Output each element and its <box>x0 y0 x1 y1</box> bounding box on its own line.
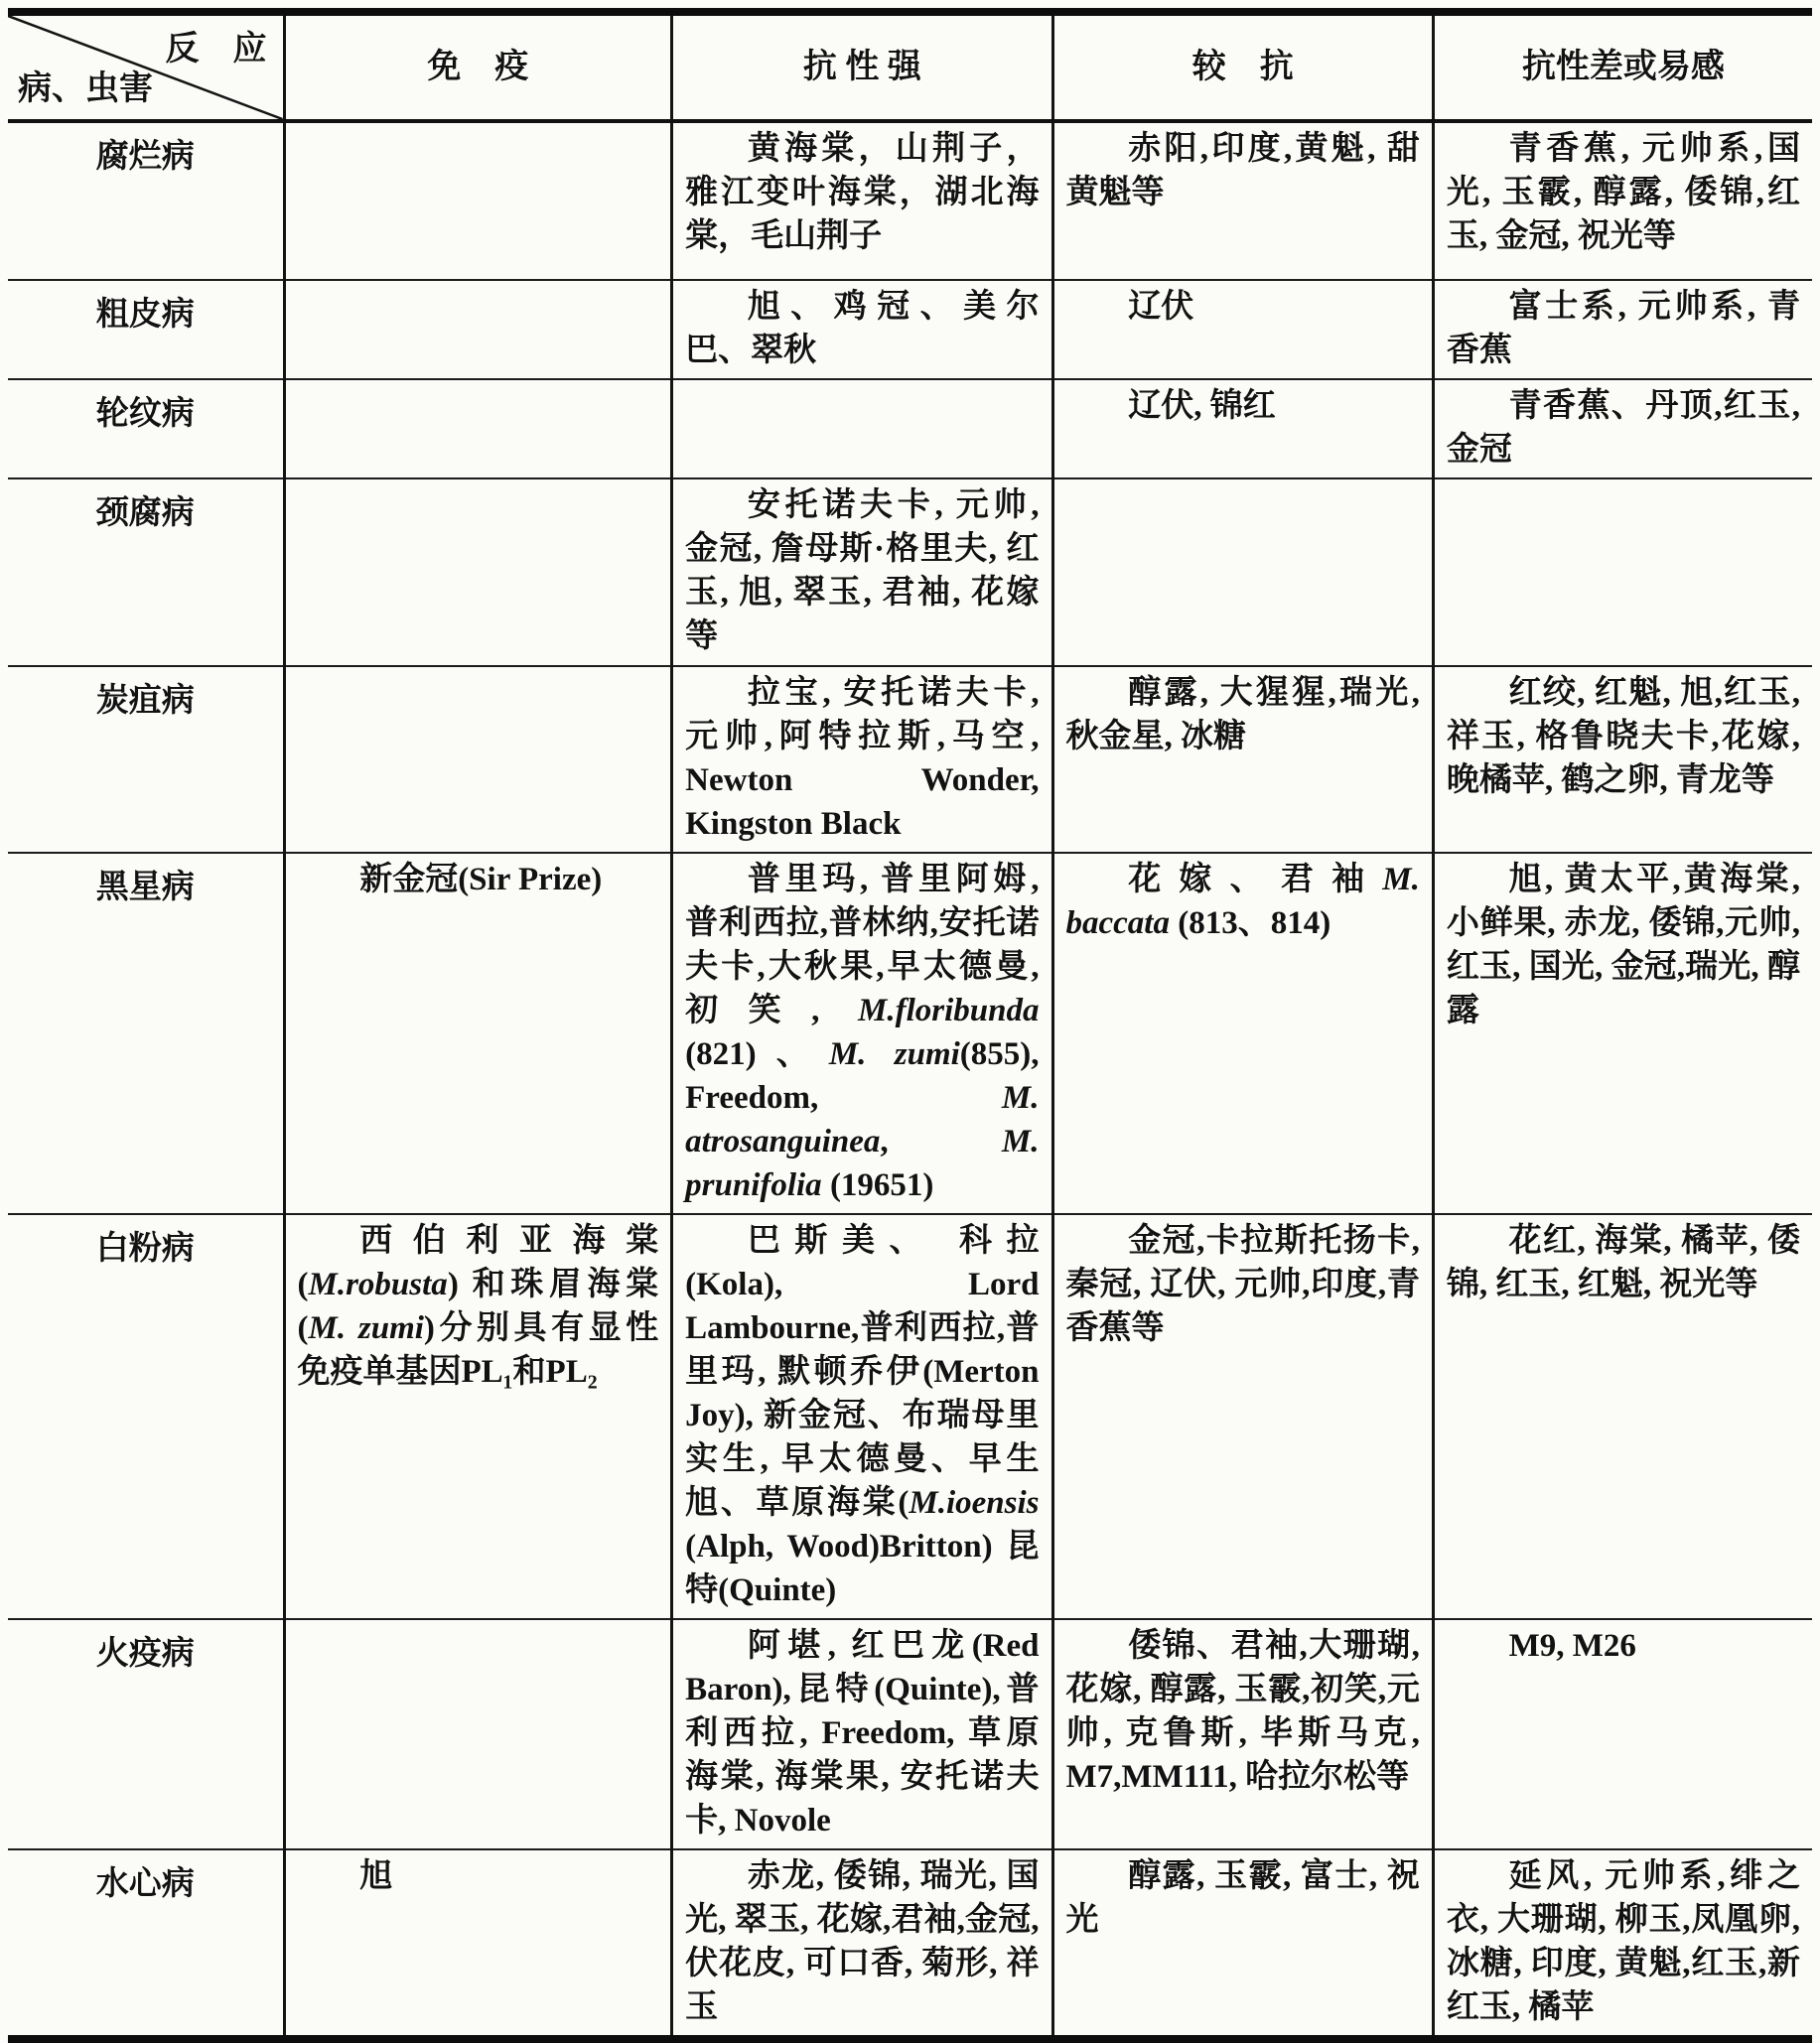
cell-immune: 西伯利亚海棠(M.robusta) 和珠眉海棠(M. zumi)分别具有显性免疫单基因PL₁和PL₂ <box>284 1214 672 1619</box>
cell-strong: 阿堪, 红巴龙(Red Baron),昆特(Quinte),普利西拉, Freedom, 草原海棠, 海棠果, 安托诺夫卡, Novole <box>672 1619 1052 1849</box>
cell-strong: 安托诺夫卡, 元帅, 金冠, 詹母斯·格里夫, 红玉, 旭, 翠玉, 君袖, 花嫁等 <box>672 478 1052 666</box>
cell-moderate: 醇露, 玉霰, 富士, 祝光 <box>1052 1849 1433 2039</box>
cell-strong: 黄海棠，山荆子，雅江变叶海棠，湖北海棠，毛山荆子 <box>672 121 1052 280</box>
cell-weak: 青香蕉, 元帅系,国光, 玉霰, 醇露, 倭锦,红玉, 金冠, 祝光等 <box>1433 121 1812 280</box>
table-row <box>8 478 1812 666</box>
table-row <box>8 1214 1812 1619</box>
cell-moderate: 花嫁、君袖M. baccata (813、814) <box>1052 853 1433 1214</box>
header-row <box>8 12 1812 121</box>
cell-moderate: 辽伏 <box>1052 280 1433 379</box>
table-row <box>8 853 1812 1214</box>
disease-label: 腐烂病 <box>8 121 284 280</box>
cell-moderate: 辽伏, 锦红 <box>1052 379 1433 478</box>
cell-moderate: 金冠,卡拉斯托扬卡,秦冠, 辽伏, 元帅,印度,青香蕉等 <box>1052 1214 1433 1619</box>
column-header-moderate-resistance: 较 抗 <box>1052 12 1433 121</box>
cell-immune <box>284 379 672 478</box>
cell-weak: 花红, 海棠, 橘苹, 倭锦, 红玉, 红魁, 祝光等 <box>1433 1214 1812 1619</box>
cell-weak <box>1433 478 1812 666</box>
cell-immune: 旭 <box>284 1849 672 2039</box>
column-header-strong-resistance: 抗 性 强 <box>672 12 1052 121</box>
disease-label: 水心病 <box>8 1849 284 2039</box>
disease-label: 颈腐病 <box>8 478 284 666</box>
corner-cell <box>8 12 284 121</box>
table-row <box>8 1849 1812 2039</box>
cell-immune <box>284 478 672 666</box>
disease-label: 白粉病 <box>8 1214 284 1619</box>
table-row <box>8 121 1812 280</box>
cell-moderate: 醇露, 大猩猩,瑞光,秋金星, 冰糖 <box>1052 666 1433 853</box>
cell-immune <box>284 666 672 853</box>
disease-label: 炭疽病 <box>8 666 284 853</box>
table-row <box>8 666 1812 853</box>
disease-label: 粗皮病 <box>8 280 284 379</box>
cell-moderate: 赤阳,印度,黄魁, 甜黄魁等 <box>1052 121 1433 280</box>
cell-weak: 旭, 黄太平,黄海棠,小鲜果, 赤龙, 倭锦,元帅, 红玉, 国光, 金冠,瑞光, 醇露 <box>1433 853 1812 1214</box>
disease-resistance-table <box>8 8 1812 2043</box>
corner-label-reaction: 反 应 <box>165 31 267 68</box>
table-row <box>8 280 1812 379</box>
disease-label: 黑星病 <box>8 853 284 1214</box>
cell-immune: 新金冠(Sir Prize) <box>284 853 672 1214</box>
table-row <box>8 1619 1812 1849</box>
cell-weak: M9, M26 <box>1433 1619 1812 1849</box>
cell-weak: 富士系, 元帅系, 青香蕉 <box>1433 280 1812 379</box>
cell-strong: 巴斯美、 科拉(Kola), Lord Lambourne,普利西拉,普里玛, 默顿乔伊(Merton Joy), 新金冠、布瑞母里实生, 早太德曼、早生旭、草原海棠(M.ioensis (Alph, Wood)Britton) 昆特(Quinte) <box>672 1214 1052 1619</box>
cell-immune <box>284 121 672 280</box>
table-row <box>8 379 1812 478</box>
corner-label-disease: 病、虫害 <box>18 70 153 107</box>
cell-weak: 红绞, 红魁, 旭,红玉, 祥玉, 格鲁晓夫卡,花嫁, 晚橘苹, 鹤之卵, 青龙等 <box>1433 666 1812 853</box>
column-header-weak-or-susceptible: 抗性差或易感 <box>1433 12 1812 121</box>
cell-immune <box>284 280 672 379</box>
cell-strong: 拉宝, 安托诺夫卡, 元帅,阿特拉斯,马空, Newton Wonder, Kingston Black <box>672 666 1052 853</box>
cell-strong <box>672 379 1052 478</box>
column-header-immune: 免 疫 <box>284 12 672 121</box>
cell-moderate: 倭锦、君袖,大珊瑚,花嫁, 醇露, 玉霰,初笑,元帅, 克鲁斯, 毕斯马克, M7,MM111, 哈拉尔松等 <box>1052 1619 1433 1849</box>
cell-weak: 青香蕉、丹顶,红玉,金冠 <box>1433 379 1812 478</box>
disease-label: 轮纹病 <box>8 379 284 478</box>
cell-weak: 延风, 元帅系,绯之衣, 大珊瑚, 柳玉,凤凰卵,冰糖, 印度, 黄魁,红玉,新红玉, 橘苹 <box>1433 1849 1812 2039</box>
cell-immune <box>284 1619 672 1849</box>
disease-label: 火疫病 <box>8 1619 284 1849</box>
cell-moderate <box>1052 478 1433 666</box>
cell-strong: 旭、鸡冠、美尔巴、翠秋 <box>672 280 1052 379</box>
cell-strong: 赤龙, 倭锦, 瑞光, 国光, 翠玉, 花嫁,君袖,金冠, 伏花皮, 可口香, 菊形, 祥玉 <box>672 1849 1052 2039</box>
cell-strong: 普里玛, 普里阿姆, 普利西拉,普林纳,安托诺夫卡,大秋果,早太德曼, 初笑, M.floribunda (821)、M. zumi(855), Freedom, M. atrosanguinea, M. prunifolia (19651) <box>672 853 1052 1214</box>
